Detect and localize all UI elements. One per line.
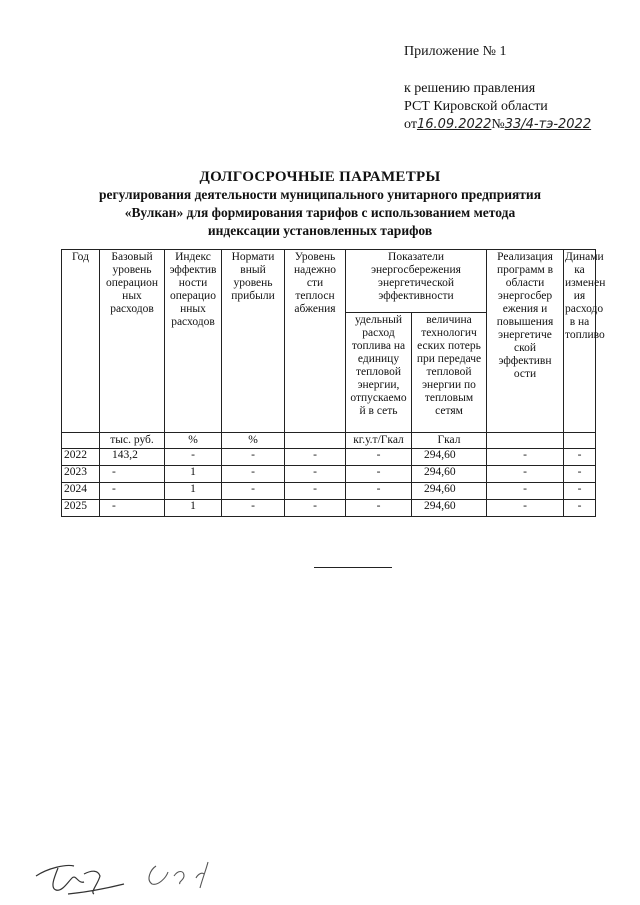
- unit-programs: [487, 433, 564, 449]
- cell-programs: -: [487, 483, 564, 500]
- cell-programs: -: [487, 449, 564, 466]
- header-fuel-rate: удельный расход топлива на единицу тепловой энергии, отпускаемо й в сеть: [346, 313, 412, 433]
- cell-index: 1: [165, 500, 222, 517]
- header-year: Год: [62, 250, 100, 433]
- header-energy-group: Показатели энергосбережения энергетической эффективности: [346, 250, 487, 313]
- title-line-1: ДОЛГОСРОЧНЫЕ ПАРАМЕТРЫ: [199, 169, 441, 185]
- cell-programs: -: [487, 500, 564, 517]
- cell-fuel-rate: -: [346, 500, 412, 517]
- unit-reliability: [285, 433, 346, 449]
- header-fuel-dynamics: Динами ка изменен ия расходо в на топливо: [564, 250, 596, 433]
- cell-reliability: -: [285, 449, 346, 466]
- cell-fuel-dynamics: -: [564, 466, 596, 483]
- cell-base-costs: -: [100, 466, 165, 483]
- table-row: [62, 500, 596, 517]
- cell-index: 1: [165, 466, 222, 483]
- cell-fuel-rate: -: [346, 466, 412, 483]
- cell-fuel-rate: -: [346, 483, 412, 500]
- cell-losses: 294,60: [412, 449, 487, 466]
- decision-date: 16.09.2022: [416, 117, 492, 132]
- cell-year: 2024: [62, 483, 100, 500]
- decision-line-2: РСТ Кировской области: [404, 99, 548, 114]
- unit-base-costs: тыс. руб.: [100, 433, 165, 449]
- signature-image: [28, 848, 218, 898]
- table-row: [62, 466, 596, 483]
- cell-profit: -: [222, 466, 285, 483]
- cell-year: 2025: [62, 500, 100, 517]
- title-line-3: «Вулкан» для формирования тарифов с использованием метода: [124, 205, 516, 220]
- cell-profit: -: [222, 449, 285, 466]
- parameters-table: [61, 249, 606, 517]
- unit-year: [62, 433, 100, 449]
- unit-losses: Гкал: [412, 433, 487, 449]
- header-losses: величина технологич еских потерь при передаче тепловой энергии по тепловым сетям: [412, 313, 487, 433]
- header-profit-level: Нормати вный уровень прибыли: [222, 250, 285, 433]
- unit-fuel-dynamics: [564, 433, 596, 449]
- cell-reliability: -: [285, 500, 346, 517]
- cell-programs: -: [487, 466, 564, 483]
- closing-rule: [314, 567, 392, 568]
- from-prefix: от: [404, 117, 417, 132]
- header-base-costs: Базовый уровень операцион ных расходов: [100, 250, 165, 433]
- cell-index: 1: [165, 483, 222, 500]
- header-reliability: Уровень надежно сти теплосн абжения: [285, 250, 346, 433]
- cell-year: 2022: [62, 449, 100, 466]
- decision-date-line: [404, 116, 591, 134]
- unit-profit: %: [222, 433, 285, 449]
- cell-profit: -: [222, 500, 285, 517]
- number-prefix: №: [491, 117, 505, 132]
- title-line-4: индексации установленных тарифов: [207, 223, 433, 238]
- header-programs: Реализация программ в области энергосбер ежения и повышения энергетиче ской эффективн ости: [487, 250, 564, 433]
- cell-base-costs: -: [100, 483, 165, 500]
- cell-fuel-dynamics: -: [564, 500, 596, 517]
- cell-fuel-rate: -: [346, 449, 412, 466]
- cell-profit: -: [222, 483, 285, 500]
- cell-reliability: -: [285, 483, 346, 500]
- decision-line-1: к решению правления: [404, 81, 536, 96]
- cell-base-costs: 143,2: [100, 449, 165, 466]
- decision-reference: [404, 80, 591, 134]
- cell-fuel-dynamics: -: [564, 449, 596, 466]
- cell-reliability: -: [285, 466, 346, 483]
- cell-losses: 294,60: [412, 500, 487, 517]
- document-title: [60, 168, 580, 240]
- cell-year: 2023: [62, 466, 100, 483]
- header-efficiency-index: Индекс эффектив ности операцио нных расходов: [165, 250, 222, 433]
- unit-fuel-rate: кг.у.т/Гкал: [346, 433, 412, 449]
- annex-label: Приложение № 1: [404, 44, 507, 59]
- cell-base-costs: -: [100, 500, 165, 517]
- cell-index: -: [165, 449, 222, 466]
- table-row: [62, 483, 596, 500]
- table-row: [62, 449, 596, 466]
- decision-number: 33/4-тэ-2022: [504, 117, 592, 132]
- cell-fuel-dynamics: -: [564, 483, 596, 500]
- cell-losses: 294,60: [412, 466, 487, 483]
- cell-losses: 294,60: [412, 483, 487, 500]
- title-line-2: регулирования деятельности муниципального унитарного предприятия: [98, 187, 542, 202]
- unit-index: %: [165, 433, 222, 449]
